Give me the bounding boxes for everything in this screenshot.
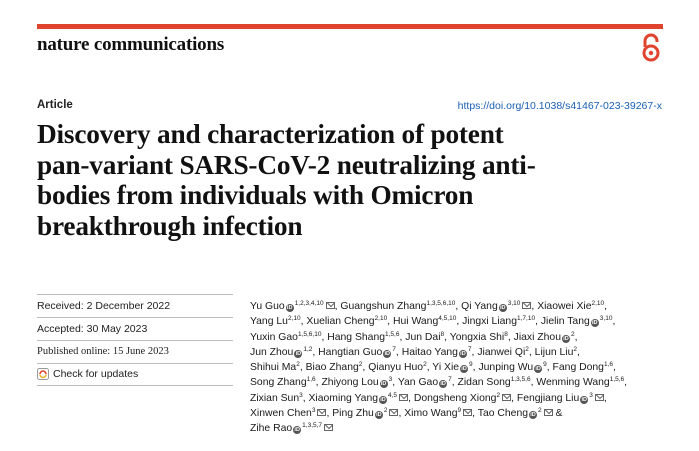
author-name: Dongsheng Xiong bbox=[413, 392, 497, 404]
journal-accent-bar bbox=[37, 24, 663, 29]
mail-icon[interactable] bbox=[399, 394, 408, 401]
author-name: Jun Zhou bbox=[250, 346, 294, 358]
affiliation-superscript: 1,5,6 bbox=[609, 376, 625, 384]
author-name: Xiaowei Xie bbox=[537, 301, 592, 312]
affiliation-superscript: 2 bbox=[296, 361, 300, 369]
affiliation-superscript: 9 bbox=[457, 407, 462, 415]
author-name: Jianwei Qi bbox=[477, 346, 526, 358]
orcid-icon[interactable]: iD bbox=[461, 366, 467, 373]
author-name: Ping Zhu bbox=[332, 408, 374, 420]
author-entry[interactable] bbox=[368, 362, 432, 373]
affiliation-superscript: 1,2,3,4,10 bbox=[294, 300, 324, 307]
open-access-lock-icon bbox=[641, 33, 661, 63]
author-name: Fang Dong bbox=[552, 362, 604, 374]
orcid-icon[interactable]: iD bbox=[460, 350, 466, 357]
author-row bbox=[250, 360, 680, 375]
author-name: Qianyu Huo bbox=[368, 362, 424, 374]
check-for-updates-label: Check for updates bbox=[53, 368, 139, 380]
mail-icon[interactable] bbox=[317, 409, 326, 416]
mail-icon[interactable] bbox=[389, 409, 398, 416]
affiliation-superscript: 2 bbox=[573, 345, 578, 353]
author-row bbox=[250, 330, 680, 345]
author-name: Yuxin Gao bbox=[250, 331, 298, 343]
author-name: Zihe Rao bbox=[250, 423, 293, 435]
author-name: Ximo Wang bbox=[404, 408, 458, 420]
author-entry[interactable] bbox=[478, 408, 563, 419]
author-entry[interactable] bbox=[405, 332, 449, 343]
check-for-updates-button[interactable] bbox=[37, 368, 233, 380]
affiliation-superscript: 3 bbox=[311, 407, 316, 415]
author-entry[interactable] bbox=[250, 362, 306, 373]
separator: , bbox=[507, 331, 514, 343]
separator: , bbox=[577, 346, 580, 358]
author-name: Wenming Wang bbox=[536, 377, 610, 389]
author-entry[interactable] bbox=[432, 362, 478, 373]
orcid-icon[interactable]: iD bbox=[592, 320, 598, 327]
divider bbox=[37, 340, 233, 341]
author-entry[interactable] bbox=[477, 347, 534, 358]
author-name: Lijun Liu bbox=[534, 346, 574, 358]
affiliation-superscript: 2,10 bbox=[374, 315, 388, 323]
affiliation-superscript: 8 bbox=[440, 330, 445, 338]
author-entry[interactable] bbox=[250, 393, 309, 404]
author-row bbox=[250, 299, 680, 314]
affiliation-superscript: 1,3,5,6,10 bbox=[426, 300, 456, 307]
affiliation-superscript: 2 bbox=[496, 391, 501, 399]
separator: , bbox=[426, 362, 433, 374]
orcid-icon[interactable]: iD bbox=[286, 305, 293, 311]
mail-icon[interactable] bbox=[522, 302, 531, 309]
orcid-icon[interactable]: iD bbox=[530, 412, 536, 419]
divider bbox=[37, 294, 233, 295]
separator: , bbox=[530, 377, 537, 389]
author-name: Jielin Tang bbox=[540, 316, 590, 328]
author-name: Qi Yang bbox=[461, 301, 498, 312]
affiliation-superscript: 1,3,5,6 bbox=[510, 376, 531, 384]
separator: , bbox=[531, 301, 538, 312]
affiliation-superscript: 7 bbox=[448, 376, 452, 384]
author-entry[interactable] bbox=[402, 347, 478, 358]
author-entry[interactable] bbox=[321, 377, 397, 388]
separator: & bbox=[552, 408, 563, 420]
separator: , bbox=[392, 377, 398, 389]
accepted-date: Accepted: 30 May 2023 bbox=[37, 323, 148, 335]
affiliation-superscript: 9 bbox=[543, 361, 547, 369]
author-name: Yang Lu bbox=[250, 316, 288, 328]
author-entry[interactable] bbox=[250, 316, 306, 327]
separator: , bbox=[312, 346, 319, 358]
author-entry[interactable] bbox=[450, 332, 514, 343]
affiliation-superscript: 7 bbox=[392, 345, 396, 353]
affiliation-superscript: 4,5 bbox=[388, 391, 398, 399]
mail-icon[interactable] bbox=[502, 394, 511, 401]
orcid-icon[interactable]: iD bbox=[500, 305, 506, 311]
orcid-icon[interactable]: iD bbox=[380, 381, 387, 388]
title-line: pan-variant SARS-CoV-2 neutralizing anti- bbox=[37, 149, 536, 180]
orcid-icon[interactable]: iD bbox=[535, 366, 541, 373]
author-name: Hui Wang bbox=[393, 316, 439, 328]
author-entry[interactable] bbox=[250, 408, 332, 419]
author-entry[interactable] bbox=[332, 408, 404, 419]
separator: , bbox=[613, 362, 616, 374]
orcid-icon[interactable]: iD bbox=[440, 381, 446, 388]
author-name: Jun Dai bbox=[405, 331, 441, 343]
separator: , bbox=[603, 392, 607, 404]
separator: , bbox=[604, 301, 608, 312]
author-entry[interactable] bbox=[537, 301, 607, 312]
author-entry[interactable] bbox=[478, 362, 552, 373]
author-name: Hangtian Guo bbox=[318, 346, 383, 358]
affiliation-superscript: 1,3,5,7 bbox=[302, 422, 323, 430]
author-entry[interactable] bbox=[461, 301, 537, 312]
separator: , bbox=[624, 377, 628, 389]
author-row bbox=[250, 421, 680, 436]
author-name: Jingxi Liang bbox=[462, 316, 517, 328]
orcid-icon[interactable]: iD bbox=[563, 335, 569, 342]
author-name: Yu Guo bbox=[250, 301, 285, 312]
author-name: Zhiyong Lou bbox=[321, 377, 379, 389]
separator: , bbox=[334, 301, 341, 312]
mail-icon[interactable] bbox=[324, 424, 333, 431]
author-entry[interactable] bbox=[250, 332, 327, 343]
affiliation-superscript: 9 bbox=[469, 361, 473, 369]
author-entry[interactable] bbox=[514, 332, 578, 343]
author-row bbox=[250, 391, 680, 406]
author-entry[interactable] bbox=[327, 332, 405, 343]
article-title bbox=[37, 119, 677, 241]
article-type: Article bbox=[37, 99, 73, 111]
author-name: Hang Shang bbox=[327, 331, 386, 343]
separator: , bbox=[451, 377, 458, 389]
author-row bbox=[250, 314, 680, 329]
author-entry[interactable] bbox=[536, 377, 627, 388]
author-name: Biao Zhang bbox=[305, 362, 359, 374]
separator: , bbox=[408, 392, 414, 404]
author-name: Yi Xie bbox=[432, 362, 460, 374]
affiliation-superscript: 3 bbox=[299, 391, 303, 399]
affiliation-superscript: 3,10 bbox=[599, 315, 613, 323]
journal-name: nature communications bbox=[37, 34, 225, 55]
affiliation-superscript: 1,5,6 bbox=[385, 330, 400, 338]
author-row bbox=[250, 345, 680, 360]
affiliation-superscript: 3 bbox=[589, 391, 593, 399]
author-entry[interactable] bbox=[306, 316, 393, 327]
author-entry[interactable] bbox=[398, 377, 458, 388]
affiliation-superscript: 3 bbox=[388, 376, 393, 384]
affiliation-superscript: 7 bbox=[467, 345, 472, 353]
affiliation-superscript: 2 bbox=[423, 361, 427, 369]
separator: , bbox=[471, 346, 478, 358]
author-entry[interactable] bbox=[462, 316, 541, 327]
author-name: Song Zhang bbox=[250, 377, 307, 389]
title-line: bodies from individuals with Omicron bbox=[37, 180, 474, 210]
received-date: Received: 2 December 2022 bbox=[37, 300, 171, 312]
author-name: Haitao Yang bbox=[401, 346, 458, 358]
affiliation-superscript: 1,6 bbox=[603, 361, 614, 369]
author-row bbox=[250, 406, 680, 421]
mail-icon[interactable] bbox=[544, 409, 553, 416]
affiliation-superscript: 2,10 bbox=[591, 300, 605, 307]
affiliation-superscript: 1,5,6,10 bbox=[297, 330, 322, 338]
separator: , bbox=[511, 392, 517, 404]
separator: , bbox=[299, 362, 306, 374]
author-name: Zidan Song bbox=[457, 377, 511, 389]
author-entry[interactable] bbox=[250, 347, 318, 358]
author-entry[interactable] bbox=[250, 423, 333, 434]
author-list bbox=[250, 299, 680, 437]
separator: , bbox=[315, 377, 322, 389]
affiliation-superscript: 2 bbox=[538, 407, 542, 415]
author-entry[interactable] bbox=[250, 377, 321, 388]
divider bbox=[37, 363, 233, 364]
divider bbox=[37, 385, 233, 386]
author-name: Tao Cheng bbox=[477, 408, 529, 420]
author-entry[interactable] bbox=[309, 393, 414, 404]
author-name: Yan Gao bbox=[397, 377, 439, 389]
separator: , bbox=[472, 408, 478, 420]
divider bbox=[37, 317, 233, 318]
separator: , bbox=[395, 346, 402, 358]
separator: , bbox=[300, 316, 307, 328]
author-entry[interactable] bbox=[250, 301, 340, 312]
orcid-icon[interactable]: iD bbox=[294, 427, 300, 434]
author-entry[interactable] bbox=[553, 362, 616, 373]
separator: , bbox=[455, 301, 462, 312]
separator: , bbox=[321, 331, 328, 343]
separator: , bbox=[612, 316, 616, 328]
author-row bbox=[250, 375, 680, 390]
author-name: Zixian Sun bbox=[250, 392, 300, 404]
author-entry[interactable] bbox=[340, 301, 461, 312]
author-entry[interactable] bbox=[404, 408, 478, 419]
mail-icon[interactable] bbox=[463, 409, 472, 416]
doi-link[interactable]: https://doi.org/10.1038/s41467-023-39267-x bbox=[457, 100, 662, 112]
affiliation-superscript: 1,2 bbox=[303, 345, 313, 353]
separator: , bbox=[472, 362, 479, 374]
separator: , bbox=[387, 316, 393, 328]
separator: , bbox=[528, 346, 535, 358]
author-entry[interactable] bbox=[414, 393, 517, 404]
orcid-icon[interactable]: iD bbox=[384, 350, 391, 357]
separator: , bbox=[302, 392, 309, 404]
author-entry[interactable] bbox=[535, 347, 580, 358]
author-name: Junping Wu bbox=[478, 362, 534, 374]
author-name: Xuelian Cheng bbox=[306, 316, 375, 328]
author-name: Xinwen Chen bbox=[250, 408, 312, 420]
orcid-icon[interactable]: iD bbox=[380, 396, 386, 403]
author-name: Yongxia Shi bbox=[449, 331, 505, 343]
separator: , bbox=[362, 362, 369, 374]
separator: , bbox=[326, 408, 333, 420]
orcid-icon[interactable]: iD bbox=[581, 396, 588, 403]
title-line: Discovery and characterization of potent bbox=[37, 119, 504, 149]
author-name: Jiaxi Zhou bbox=[513, 331, 561, 343]
affiliation-superscript: 2 bbox=[570, 330, 575, 338]
author-entry[interactable] bbox=[318, 347, 402, 358]
author-entry[interactable] bbox=[541, 316, 615, 327]
author-name: Fengjiang Liu bbox=[516, 392, 580, 404]
separator: , bbox=[444, 331, 450, 343]
orcid-icon[interactable]: iD bbox=[295, 350, 302, 357]
affiliation-superscript: 3,10 bbox=[507, 300, 521, 307]
separator: , bbox=[398, 408, 405, 420]
mail-icon[interactable] bbox=[326, 302, 335, 309]
affiliation-superscript: 2 bbox=[383, 407, 388, 415]
affiliation-superscript: 2 bbox=[358, 361, 363, 369]
separator: , bbox=[399, 331, 406, 343]
orcid-icon[interactable]: iD bbox=[376, 412, 382, 419]
affiliation-superscript: 8 bbox=[504, 330, 508, 338]
affiliation-superscript: 1,6 bbox=[306, 376, 316, 384]
separator: , bbox=[574, 331, 578, 343]
author-entry[interactable] bbox=[517, 393, 607, 404]
affiliation-superscript: 4,5,10 bbox=[438, 315, 457, 323]
separator: , bbox=[456, 316, 463, 328]
author-name: Guangshun Zhang bbox=[340, 301, 427, 312]
affiliation-superscript: 2 bbox=[525, 345, 529, 353]
check-for-updates-icon bbox=[37, 368, 49, 380]
title-line: breakthrough infection bbox=[37, 210, 303, 241]
author-entry[interactable] bbox=[306, 362, 369, 373]
affiliation-superscript: 2,10 bbox=[287, 315, 301, 323]
author-name: Shihui Ma bbox=[250, 362, 297, 374]
separator: , bbox=[546, 362, 553, 374]
published-date: Published online: 15 June 2023 bbox=[37, 346, 169, 357]
separator: , bbox=[535, 316, 541, 328]
mail-icon[interactable] bbox=[595, 394, 604, 401]
affiliation-superscript: 1,7,10 bbox=[517, 315, 536, 323]
author-entry[interactable] bbox=[393, 316, 462, 327]
author-name: Xiaoming Yang bbox=[308, 392, 379, 404]
author-entry[interactable] bbox=[458, 377, 537, 388]
